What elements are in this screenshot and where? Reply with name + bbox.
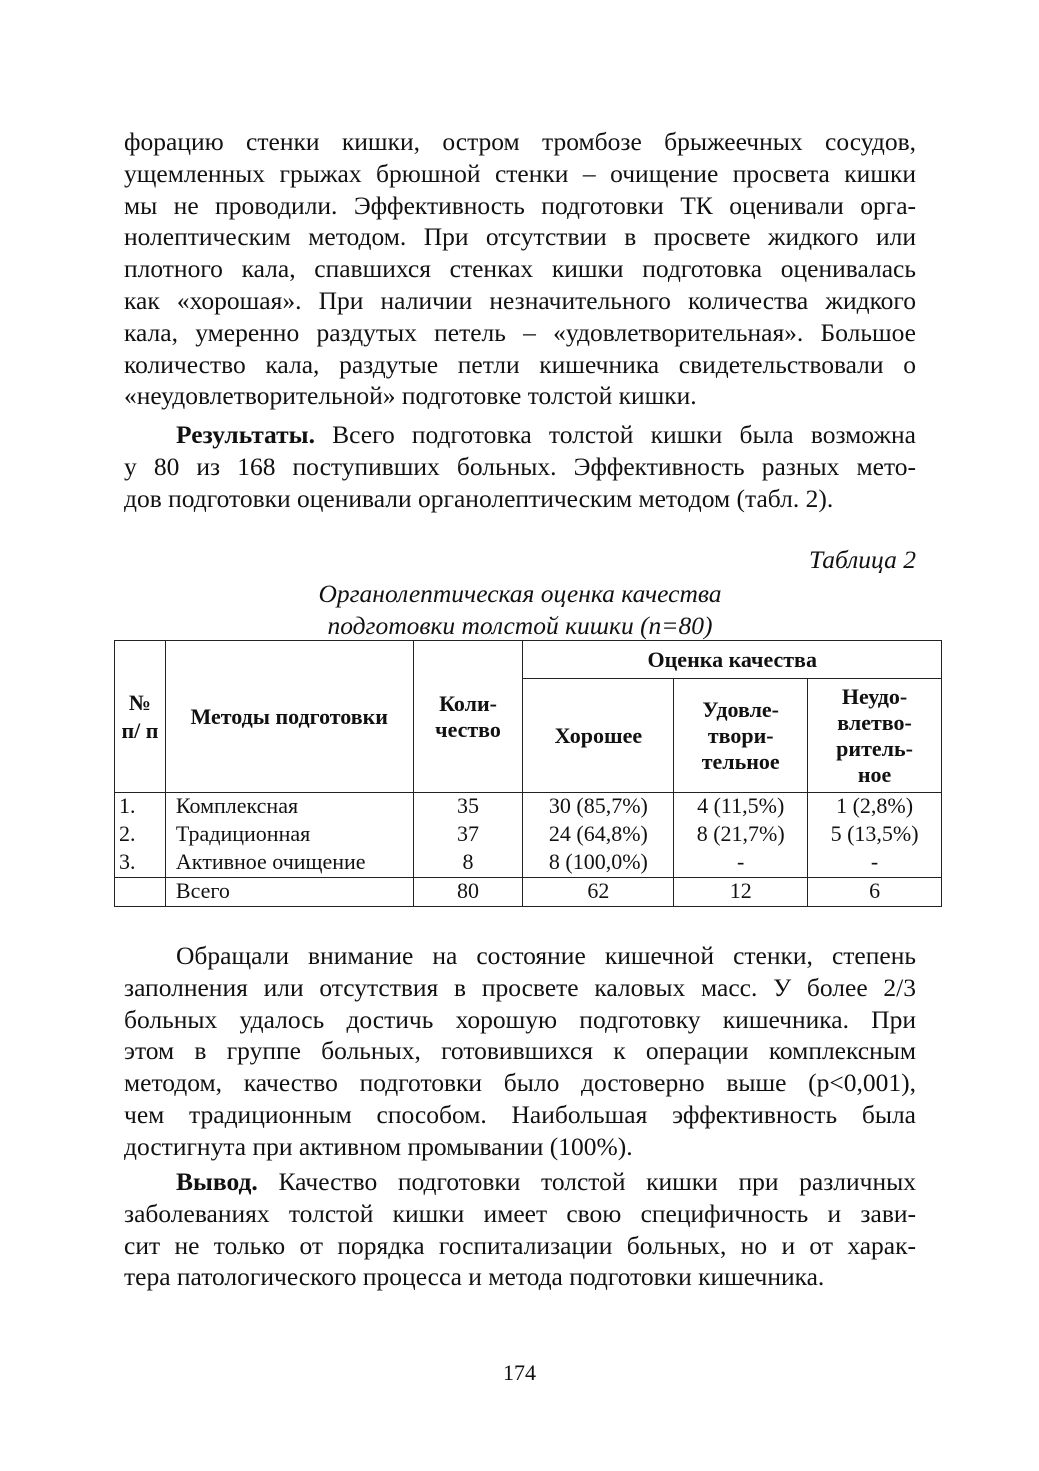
header-satisfactory bbox=[674, 679, 808, 793]
header-unsatisfactory bbox=[808, 679, 942, 793]
cell-good: 24 (64,8%) bbox=[523, 821, 674, 849]
table-title-line: подготовки толстой кишки (n=80) bbox=[327, 611, 713, 640]
cell-count: 35 bbox=[413, 793, 523, 822]
table-row bbox=[115, 793, 942, 822]
cell-method: Комплексная bbox=[165, 793, 413, 822]
header-num-text: № п/ п bbox=[121, 689, 159, 743]
cell-count: 80 bbox=[413, 878, 523, 907]
header-count-text: Коли- чество bbox=[435, 690, 501, 742]
cell-unsatisfactory: 1 (2,8%) bbox=[808, 793, 942, 822]
cell-unsatisfactory: - bbox=[808, 849, 942, 878]
table-row bbox=[115, 849, 942, 878]
header-satisfactory-text: Удовле- твори- тельное bbox=[701, 696, 780, 774]
conclusion-heading: Вывод. bbox=[176, 1167, 258, 1196]
text-line: как «хорошая». При наличии незначительного количества жидкого bbox=[124, 285, 916, 315]
text-line: сит не только от порядка госпитализации больных, но и от харак- bbox=[124, 1230, 916, 1260]
text-line: заболеваниях толстой кишки имеет свою специфичность и зави- bbox=[124, 1198, 916, 1228]
text-line: Обращали внимание на состояние кишечной стенки, степень bbox=[176, 941, 916, 970]
text-line: количество кала, раздутые петли кишечника свидетельствовали о bbox=[124, 349, 916, 379]
text-line: мы не проводили. Эффективность подготовки ТК оценивали орга- bbox=[124, 190, 916, 220]
text-line: дов подготовки оценивали органолептическим методом (табл. 2). bbox=[124, 483, 834, 513]
cell-unsatisfactory: 6 bbox=[808, 878, 942, 907]
header-method: Методы подготовки bbox=[165, 641, 413, 793]
cell-good: 62 bbox=[523, 878, 674, 907]
cell-good: 30 (85,7%) bbox=[523, 793, 674, 822]
text-line: тера патологического процесса и метода подготовки кишечника. bbox=[124, 1262, 825, 1292]
text-line: методом, качество подготовки было достоверно выше (р<0,001), bbox=[124, 1068, 916, 1098]
cell-num: 2. bbox=[115, 821, 166, 849]
text-line: кала, умеренно раздутых петель – «удовлетворительная». Большое bbox=[124, 317, 916, 347]
text-line bbox=[124, 419, 916, 451]
text-line: плотного кала, спавшихся стенках кишки подготовка оценивалась bbox=[124, 254, 916, 284]
text-line: у 80 из 168 поступивших больных. Эффективность разных мето- bbox=[124, 451, 916, 481]
cell-num bbox=[115, 878, 166, 907]
results-text: Всего подготовка толстой кишки была возможна bbox=[314, 420, 916, 449]
cell-method: Традиционная bbox=[165, 821, 413, 849]
cell-num: 3. bbox=[115, 849, 166, 878]
header-good: Хорошее bbox=[523, 679, 674, 793]
text-line: «неудовлетворительной» подготовке толстой кишки. bbox=[124, 381, 697, 411]
text-line: больных удалось достичь хорошую подготовку кишечника. При bbox=[124, 1004, 916, 1034]
text-line: нолептическим методом. При отсутствии в просвете жидкого или bbox=[124, 222, 916, 252]
conclusion-text: Качество подготовки толстой кишки при различных bbox=[257, 1167, 916, 1196]
text-line: этом в группе больных, готовившихся к операции комплексным bbox=[124, 1036, 916, 1066]
table-total-row bbox=[115, 878, 942, 907]
cell-unsatisfactory: 5 (13,5%) bbox=[808, 821, 942, 849]
cell-method: Всего bbox=[165, 878, 413, 907]
text-line: заполнения или отсутствия в просвете каловых масс. У более 2/3 bbox=[124, 972, 916, 1002]
cell-satisfactory: 8 (21,7%) bbox=[674, 821, 808, 849]
cell-satisfactory: - bbox=[674, 849, 808, 878]
paragraph-results bbox=[124, 419, 916, 514]
cell-good: 8 (100,0%) bbox=[523, 849, 674, 878]
cell-count: 37 bbox=[413, 821, 523, 849]
cell-count: 8 bbox=[413, 849, 523, 878]
cell-num: 1. bbox=[115, 793, 166, 822]
text-line: достигнута при активном промывании (100%). bbox=[124, 1131, 633, 1161]
text-line bbox=[124, 1166, 916, 1198]
table-row bbox=[115, 821, 942, 849]
header-count bbox=[413, 641, 523, 793]
table-title bbox=[124, 578, 916, 642]
results-heading: Результаты. bbox=[176, 420, 315, 449]
text-line: чем традиционным способом. Наибольшая эффективность была bbox=[124, 1099, 916, 1129]
results-table bbox=[114, 640, 942, 907]
paragraph-intro bbox=[124, 126, 916, 412]
text-line: форацию стенки кишки, остром тромбозе брыжеечных сосудов, bbox=[124, 127, 916, 156]
paragraph-discussion bbox=[124, 940, 916, 1163]
cell-satisfactory: 4 (11,5%) bbox=[674, 793, 808, 822]
table-title-line: Органолептическая оценка качества bbox=[318, 579, 722, 608]
page-number: 174 bbox=[503, 1360, 536, 1385]
table-number: Таблица 2 bbox=[808, 545, 916, 574]
text-line: ущемленных грыжах брюшной стенки – очищение просвета кишки bbox=[124, 158, 916, 188]
header-unsatisfactory-text: Неудо- влетво- ритель- ное bbox=[836, 683, 913, 787]
header-quality: Оценка качества bbox=[523, 641, 942, 679]
cell-satisfactory: 12 bbox=[674, 878, 808, 907]
paragraph-conclusion bbox=[124, 1166, 916, 1293]
header-num bbox=[115, 641, 166, 793]
cell-method: Активное очищение bbox=[165, 849, 413, 878]
